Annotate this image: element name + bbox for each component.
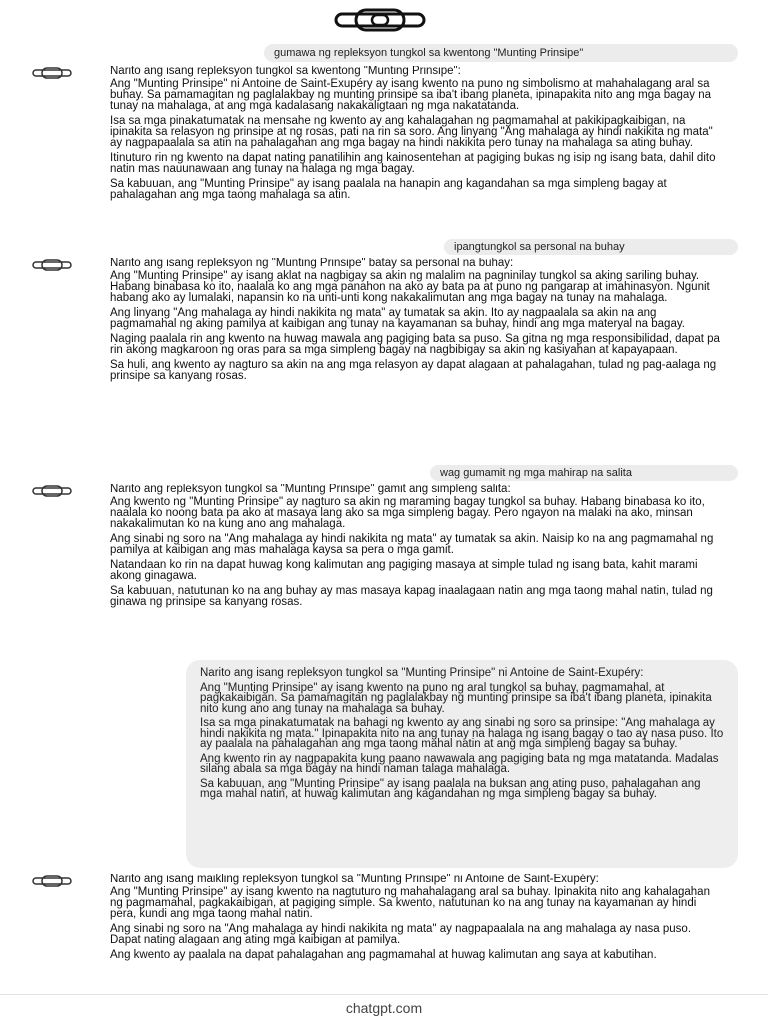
card-paragraph: Isa sa mga pinakatumatak na bahagi ng kwento ay ang sinabi ng soro sa prinsipe: "Ang mahalaga ay hindi nakikita ng mata." Ipinapakita nito na ang tunay na halaga ng isang bagay o tao ay nasa puso. Ito ay paalala na pahalagahan ang mga taong mahal natin at ang mga simpleng bagay sa buhay. <box>200 717 724 750</box>
assistant-paragraph: Itinuturo rin ng kwento na dapat nating panatilihin ang kainosentehan at pagiging bukas ng isip ng isang bata, dahil dito natin mas nauunawaan ang tunay na halaga ng mga bagay. <box>110 152 716 175</box>
assistant-paragraph: Ang sinabi ng soro na "Ang mahalaga ay hindi nakikita ng mata" ay tumatak sa akin. Naisip ko na ang pagmamahal ng pamilya at kaibigan ang mas mahalaga kaysa sa pera o mga gamit. <box>110 533 714 556</box>
footer-divider <box>0 994 768 995</box>
assistant-paragraph: Sa kabuuan, natutunan ko na ang buhay ay mas masaya kapag inaalagaan natin ang mga taong mahal natin, tulad ng ginawa ng prinsipe sa kanyang rosas. <box>110 585 713 608</box>
assistant-message <box>110 258 724 462</box>
user-message <box>430 465 738 481</box>
assistant-message <box>110 484 724 654</box>
user-message <box>444 239 738 255</box>
assistant-paragraph: Narito ang isang repleksyon ng "Munting Prinsipe" batay sa personal na buhay: <box>110 258 514 269</box>
assistant-paragraph: Ang kwento ng "Munting Prinsipe" ay nagturo sa akin ng maraming bagay tungkol sa buhay. Habang binabasa ko ito, naalala ko noong bata pa ako at masaya lang ako sa mga simpleng bagay. Pero ngayon na malaki na ako, minsan nakakalimutan ko na kung ano ang mahalaga. <box>110 496 705 530</box>
openai-logo-icon <box>334 6 426 34</box>
assistant-paragraph: Sa kabuuan, ang "Munting Prinsipe" ay isang paalala na hanapin ang kagandahan sa mga simpleng bagay at pahalagahan ang mga taong mahalaga sa atin. <box>110 178 667 201</box>
assistant-paragraph: Narito ang isang maikling repleksyon tungkol sa "Munting Prinsipe" ni Antoine de Saint-Exupéry: <box>110 874 599 885</box>
chatgpt-avatar-icon <box>32 258 72 272</box>
assistant-paragraph: Ang kwento ay paalala na dapat pahalagahan ang pagmamahal at huwag kalimutan ang saya at kabutihan. <box>110 949 657 961</box>
assistant-paragraph: Ang "Munting Prinsipe" ni Antoine de Saint-Exupéry ay isang kwento na puno ng simbolismo at mahahalagang aral sa buhay. Sa pamamagitan ng paglalakbay ng munting prinsipe sa iba't ibang planeta, ipinapakita nito ang mga bagay na tunay na mahalaga, at ang mga kadalasang nakakaligtaan ng mga nakatatanda. <box>110 78 712 112</box>
user-message-card <box>186 660 738 868</box>
assistant-paragraph: Ang linyang "Ang mahalaga ay hindi nakikita ng mata" ay tumatak sa akin. Ito ay nagpaalala sa akin na ang pagmamahal ng aking pamilya at kaibigan ang tunay na kayamanan sa buhay, hindi ang mga materyal na bagay. <box>110 307 685 330</box>
user-message <box>264 44 738 62</box>
assistant-paragraph: Narito ang repleksyon tungkol sa "Munting Prinsipe" gamit ang simpleng salita: <box>110 484 511 495</box>
user-message-text: ipangtungkol sa personal na buhay <box>454 241 625 253</box>
assistant-paragraph: Ang "Munting Prinsipe" ay isang aklat na nagbigay sa akin ng malalim na pagninilay tungkol sa aking sariling buhay. Habang binabasa ko ito, naalala ko ang mga panahon na ako ay bata pa at puno ng pangarap at imahinasyon. Ngunit habang ako ay lumalaki, napansin ko na unti-unti kong nakakalimutan ang mga bagay na tunay na mahalaga. <box>110 270 710 304</box>
assistant-paragraph: Ang "Munting Prinsipe" ay isang kwento na nagtuturo ng mahahalagang aral sa buhay. Ipinakita nito ang kahalagahan ng pagmamahal, pagkakaibigan, at pagiging simple. Sa kwento, natutunan ko na ang tunay na kayamanan ay hindi pera, kundi ang mga taong mahal natin. <box>110 886 710 920</box>
card-paragraph: Ang kwento rin ay nagpapakita kung paano nawawala ang pagiging bata ng mga matatanda. Madalas silang abala sa mga bagay na hindi naman talaga mahalaga. <box>200 752 719 775</box>
user-message-text: gumawa ng repleksyon tungkol sa kwentong "Munting Prinsipe" <box>274 47 584 59</box>
card-paragraph: Sa kabuuan, ang "Munting Prinsipe" ay isang paalala na buksan ang ating puso, pahalagahan ang mga mahal natin, at huwag kalimutan ang kagandahan ng mga simpleng bagay sa buhay. <box>200 777 701 800</box>
user-message-text: wag gumamit ng mga mahirap na salita <box>440 467 632 479</box>
card-paragraph: Ang "Munting Prinsipe" ay isang kwento na puno ng aral tungkol sa buhay, pagmamahal, at pagkakaibigan. Sa pamamagitan ng paglalakbay ng munting prinsipe sa iba't ibang planeta, ipinakita nito kung ano ang tunay na mahalaga sa buhay. <box>200 681 712 715</box>
assistant-message <box>110 874 724 986</box>
assistant-message <box>110 66 724 236</box>
chatgpt-avatar-icon <box>32 874 72 888</box>
assistant-paragraph: Narito ang isang repleksyon tungkol sa kwentong "Munting Prinsipe": <box>110 66 461 77</box>
assistant-paragraph: Naging paalala rin ang kwento na huwag mawala ang pagiging bata sa puso. Sa gitna ng mga responsibilidad, dapat pa rin akong magkaroon ng oras para sa mga simpleng bagay na nagbibigay sa akin ng kasiyahan at kapayapaan. <box>110 333 720 356</box>
assistant-paragraph: Ang sinabi ng soro na "Ang mahalaga ay hindi nakikita ng mata" ay nagpapaalala na ang mahalaga ay nasa puso. Dapat nating alagaan ang ating mga kaibigan at pamilya. <box>110 923 692 946</box>
footer-domain[interactable]: chatgpt.com <box>345 1000 423 1016</box>
chatgpt-avatar-icon <box>32 484 72 498</box>
assistant-paragraph: Natandaan ko rin na dapat huwag kong kalimutan ang pagiging masaya at simple tulad ng isang bata, kahit marami akong ginagawa. <box>110 559 698 582</box>
assistant-paragraph: Sa huli, ang kwento ay nagturo sa akin na ang mga relasyon ay dapat alagaan at pahalagahan, tulad ng pag-aalaga ng prinsipe sa kanyang rosas. <box>110 359 717 382</box>
card-paragraph: Narito ang isang repleksyon tungkol sa "Munting Prinsipe" ni Antoine de Saint-Exupéry: <box>200 667 644 679</box>
assistant-paragraph: Isa sa mga pinakatumatak na mensahe ng kwento ay ang kahalagahan ng pagmamahal at pakikipagkaibigan, na ipinakita sa relasyon ng prinsipe at ng rosas, pati na rin sa soro. Ang linyang "Ang mahalaga ay hindi nakikita ng mata" ay nagpapaalala sa atin na pahalagahan ang mga bagay na hindi nakikita pero tunay na mahalaga sa ating buhay. <box>110 115 713 149</box>
chatgpt-avatar-icon <box>32 66 72 80</box>
header <box>0 0 768 40</box>
